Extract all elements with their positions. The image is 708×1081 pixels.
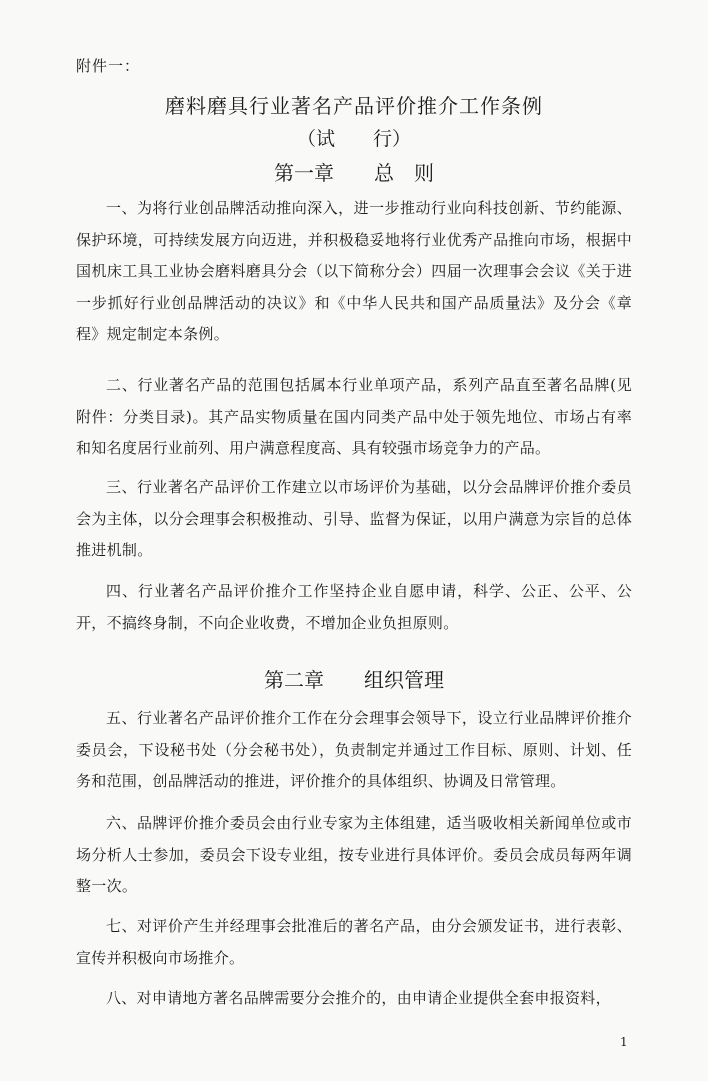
article-paragraph-4: 四、行业著名产品评价推介工作坚持企业自愿申请，科学、公正、公平、公开，不搞终身制，不向企业收费，不增加企业负担原则。	[76, 582, 632, 632]
chapter-heading-general: 第一章 总 则	[274, 161, 434, 185]
chapter-heading-organization: 第二章 组织管理	[264, 668, 444, 692]
document-title: 磨料磨具行业著名产品评价推介工作条例	[165, 94, 543, 118]
page-number: 1	[620, 1035, 628, 1049]
article-paragraph-1: 一、为将行业创品牌活动推向深入，进一步推动行业向科技创新、节约能源、保护环境，可持续发展方向迈进，并积极稳妥地将行业优秀产品推向市场，根据中国机床工具工业协会磨料磨具分会（以下简称分会）四届一次理事会会议《关于进一步抓好行业创品牌活动的决议》和《中华人民共和国产品质量法》及分会《章程》规定制定本条例。	[76, 199, 632, 343]
article-paragraph-3: 三、行业著名产品评价工作建立以市场评价为基础，以分会品牌评价推介委员会为主体，以分会理事会积极推动、引导、监督为保证，以用户满意为宗旨的总体推进机制。	[76, 478, 632, 559]
article-paragraph-7: 七、对评价产生并经理事会批准后的著名产品，由分会颁发证书，进行表彰、宣传并积极向市场推介。	[76, 917, 632, 967]
article-paragraph-2: 二、行业著名产品的范围包括属本行业单项产品，系列产品直至著名品牌(见附件：分类目录)。其产品实物质量在国内同类产品中处于领先地位、市场占有率和知名度居行业前列、用户满意程度高、具有较强市场竞争力的产品。	[76, 376, 632, 457]
article-paragraph-5: 五、行业著名产品评价推介工作在分会理事会领导下，设立行业品牌评价推介委员会，下设秘书处（分会秘书处），负责制定并通过工作目标、原则、计划、任务和范围，创品牌活动的推进，评价推介的具体组织、协调及日常管理。	[76, 709, 632, 790]
article-paragraph-8: 八、对申请地方著名品牌需要分会推介的，由申请企业提供全套申报资料，	[106, 989, 611, 1007]
article-paragraph-6: 六、品牌评价推介委员会由行业专家为主体组建，适当吸收相关新闻单位或市场分析人士参加，委员会下设专业组，按专业进行具体评价。委员会成员每两年调整一次。	[76, 814, 632, 895]
document-subtitle: （试 行）	[296, 128, 411, 150]
attachment-label: 附件一：	[76, 57, 141, 75]
